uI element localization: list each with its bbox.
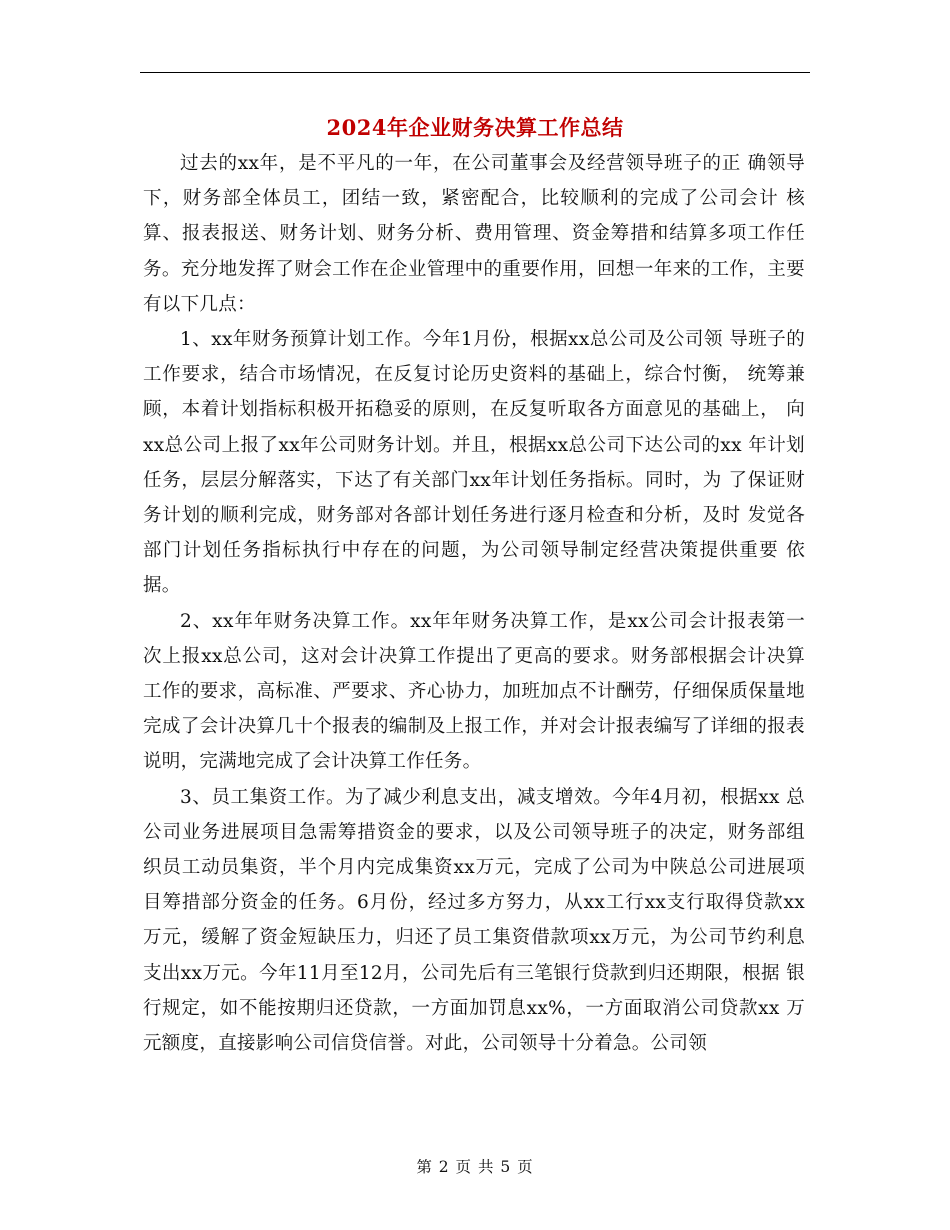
document-title: 2024年企业财务决算工作总结 [326,115,624,140]
paragraph-employee-fundraising: 3、员工集资工作。为了减少利息支出，减支增效。今年4月初，根据xx 总公司业务进展项目急需筹措资金的要求，以及公司领导班子的决定，财务部组 织员工动员集资，半个月内完成集资xx万元，完成了公司为中陕总公司进展项 目筹措部分资金的任务。6月份，经过多方努力，从xx工行xx支行取得贷款xx 万元，缓解了资金短缺压力，归还了员工集资借款项xx万元，为公司节约利息 支出xx万元。今年11月至12月，公司先后有三笔银行贷款到归还期限，根据 银行规定，如不能按期归还贷款，一方面加罚息xx%，一方面取消公司贷款xx 万元额度，直接影响公司信贷信誉。对此，公司领导十分着急。公司领 [143,786,805,1055]
paragraph-intro: 过去的xx年，是不平凡的一年，在公司董事会及经营领导班子的正 确领导下，财务部全体员工，团结一致，紧密配合，比较顺利的完成了公司会计 核算、报表报送、财务计划、财务分析、费用管理、资金筹措和结算多项工作任 务。充分地发挥了财会工作在企业管理中的重要作用，回想一年来的工作，主要 有以下几点： [143,153,805,315]
paragraph-final-accounts: 2、xx年年财务决算工作。xx年年财务决算工作，是xx公司会计报表第一 次上报xx总公司，这对会计决算工作提出了更高的要求。财务部根据会计决算 工作的要求，高标准、严要求、齐心协力，加班加点不计酬劳，仔细保质保量地 完成了会计决算几十个报表的编制及上报工作，并对会计报表编写了详细的报表 说明，完满地完成了会计决算工作任务。 [143,610,805,773]
page-footer: 第 2 页 共 5 页 [416,1158,534,1176]
paragraph-budget-plan: 1、xx年财务预算计划工作。今年1月份，根据xx总公司及公司领 导班子的工作要求，结合市场情况，在反复讨论历史资料的基础上，综合忖衡， 统筹兼顾，本着计划指标积极开拓稳妥的原则，在反复听取各方面意见的基础上， 向xx总公司上报了xx年公司财务计划。并且，根据xx总公司下达公司的xx 年计划任务，层层分解落实，下达了有关部门xx年计划任务指标。同时，为 了保证财务计划的顺利完成，财务部对各部计划任务进行逐月检查和分析，及时 发觉各部门计划任务指标执行中存在的问题，为公司领导制定经营决策提供重要 依据。 [143,329,805,597]
header-rule [140,72,810,73]
document-body [143,146,805,1061]
